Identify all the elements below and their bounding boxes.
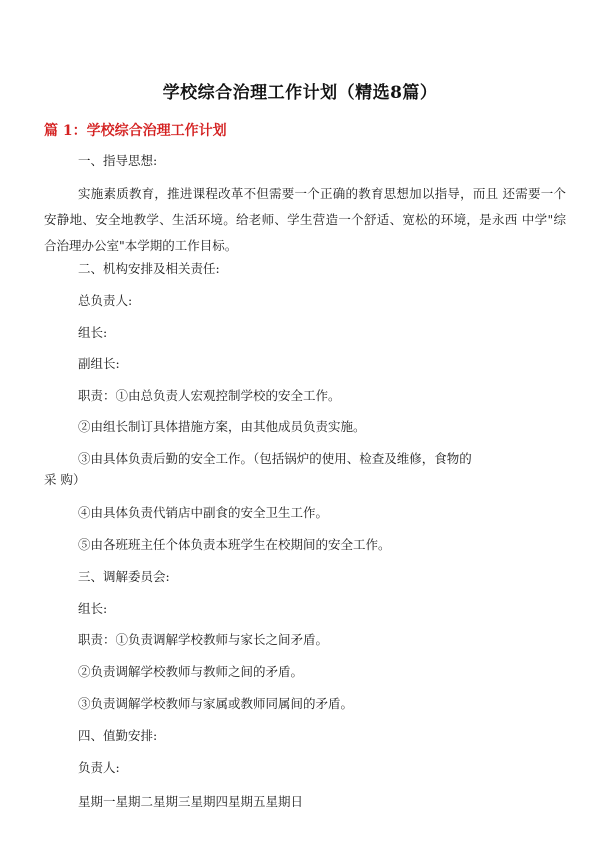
deputy-leader-label: 副组长: xyxy=(78,356,120,371)
section-title: 篇 1：学校综合治理工作计划 xyxy=(44,123,227,139)
mediation-duty-item-3: ③负责调解学校教师与家属或教师同属间的矛盾。 xyxy=(78,696,354,711)
heading-guiding-ideology: 一、指导思想: xyxy=(78,153,158,168)
document-title: 学校综合治理工作计划（精选8篇） xyxy=(162,83,438,103)
mediation-leader-label: 组长: xyxy=(78,601,108,616)
mediation-duty-item-2: ②负责调解学校教师与教师之间的矛盾。 xyxy=(78,664,304,679)
duty-item-4: ④由具体负责代销店中副食的安全卫生工作。 xyxy=(78,505,329,520)
duty-person-label: 负责人: xyxy=(78,760,120,775)
duty-item-1: 职责：①由总负责人宏观控制学校的安全工作。 xyxy=(78,388,341,403)
duty-item-2: ②由组长制订具体措施方案，由其他成员负责实施。 xyxy=(78,419,366,434)
heading-mediation-committee: 三、调解委员会: xyxy=(78,569,170,584)
heading-duty-schedule: 四、值勤安排: xyxy=(78,728,158,743)
duty-item-3: ③由具体负责后勤的安全工作。（包括锅炉的使用、检查及维修，食物的 xyxy=(78,451,472,466)
duty-item-5: ⑤由各班班主任个体负责本班学生在校期间的安全工作。 xyxy=(78,537,391,552)
mediation-duty-item-1: 职责：①负责调解学校教师与家长之间矛盾。 xyxy=(78,632,329,647)
duty-item-3-continued: 采 购） xyxy=(44,472,86,487)
chief-label: 总负责人: xyxy=(78,293,133,308)
paragraph-guiding-ideology: 实施素质教育，推进课程改革不但需要一个正确的教育思想加以指导，而且 还需要一个安静地、安全地教学、生活环境。给老师、学生营造一个舒适、宽松的环境，是永西 中学"综合治理办公室"本学期的工作目标。 xyxy=(44,186,566,253)
weekday-row: 星期一星期二星期三星期四星期五星期日 xyxy=(78,794,304,809)
leader-label: 组长: xyxy=(78,325,108,340)
heading-organization: 二、机构安排及相关责任: xyxy=(78,261,220,276)
